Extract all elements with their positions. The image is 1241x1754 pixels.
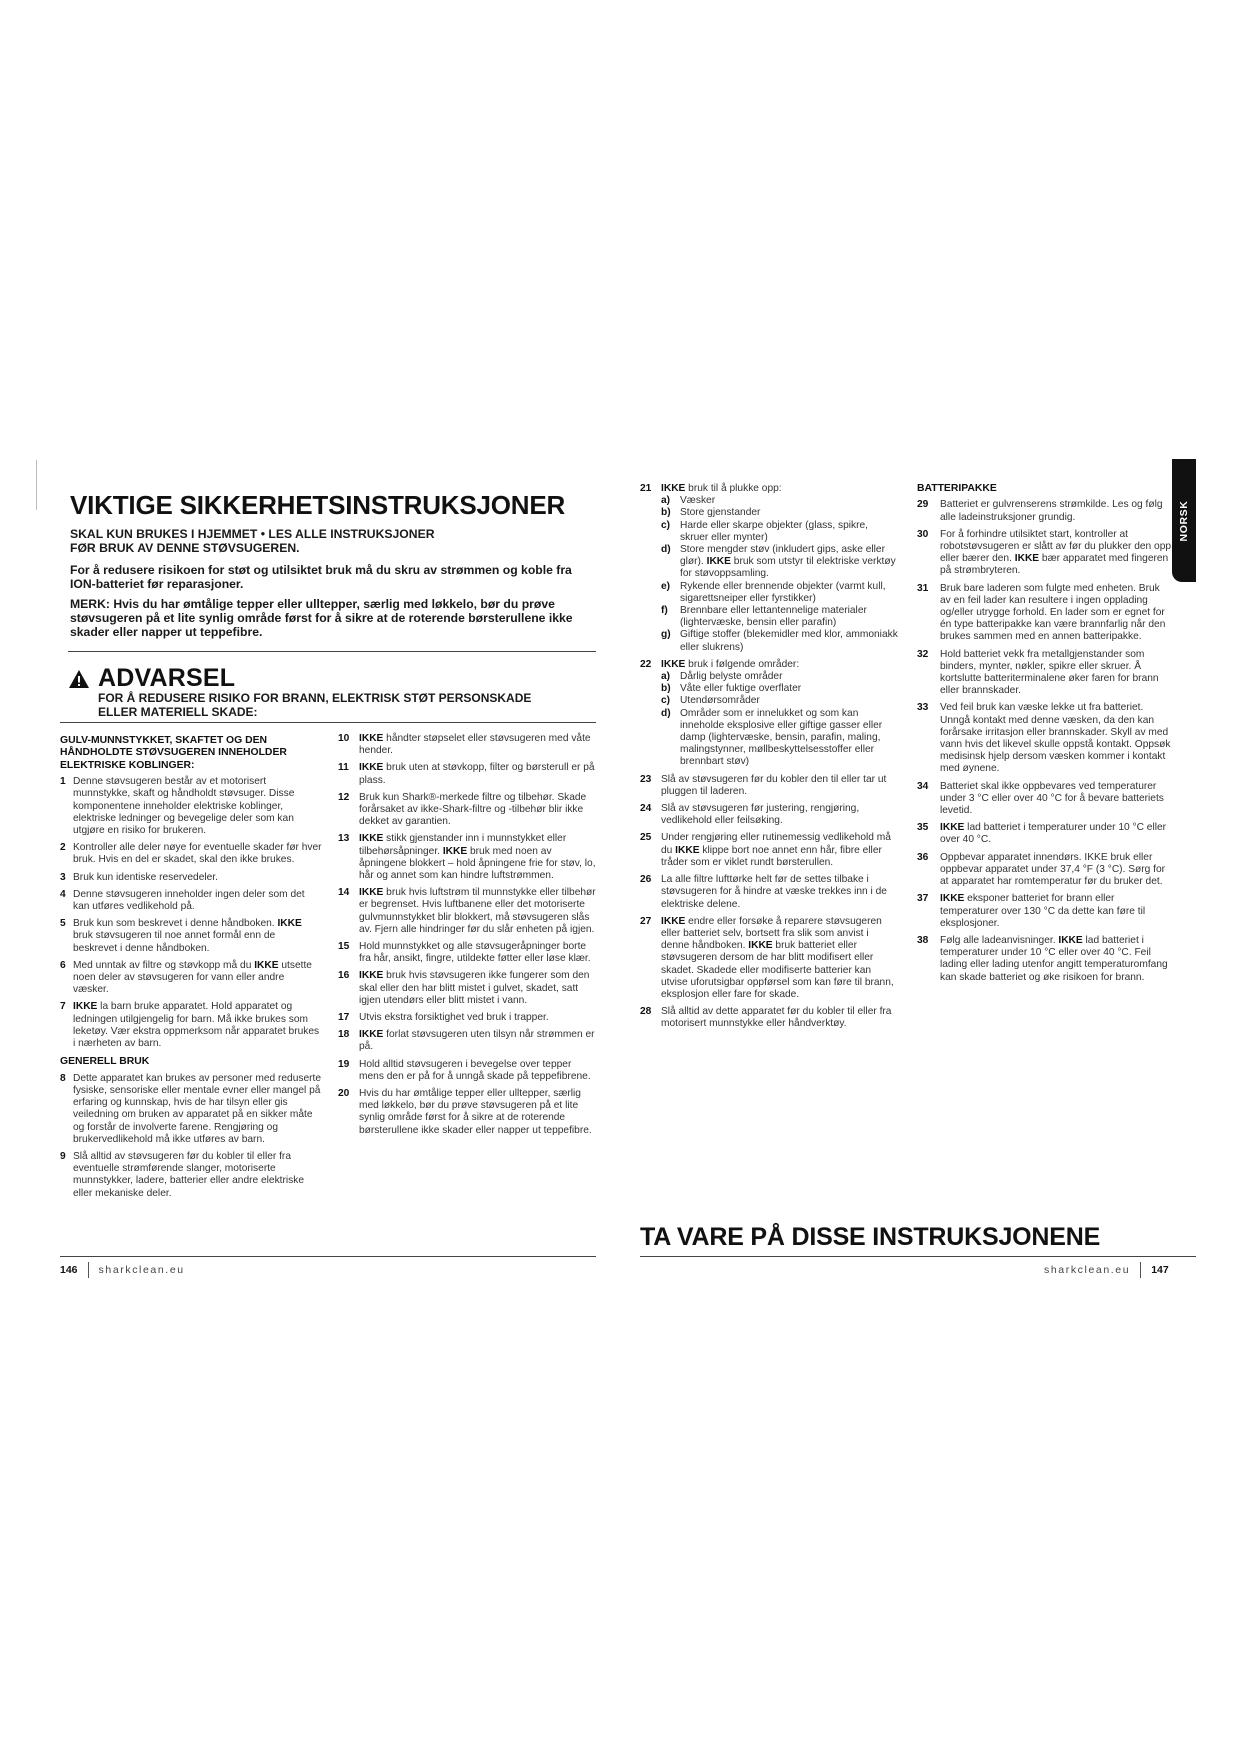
item-number: 18 xyxy=(338,1029,350,1041)
list-item xyxy=(60,842,322,866)
list-item-21 xyxy=(640,483,898,654)
sub-item-text xyxy=(680,708,898,769)
item-number: 37 xyxy=(917,893,929,905)
item-number: 3 xyxy=(60,871,66,883)
warning-triangle-icon xyxy=(68,669,90,689)
item-text: Batteriet er gulvrenserens strømkilde. Les og følg alle ladeinstruksjoner grundig. xyxy=(940,499,1163,523)
item-text: Giftige stoffer (blekemidler med klor, ammoniakk eller slukrens) xyxy=(680,629,898,653)
item-text: Hold munnstykket og alle støvsugeråpninger borte fra hår, ansikt, fingre, utildekte føtter eller løse klær. xyxy=(359,941,591,965)
item-body xyxy=(661,874,898,911)
item-number: 4 xyxy=(60,888,66,900)
list-item xyxy=(60,960,322,997)
list-item xyxy=(60,1001,322,1050)
warning-subtitle-line-2: ELLER MATERIELL SKADE: xyxy=(98,704,258,719)
item-text: forlat støvsugeren uten tilsyn når strømmen er på. xyxy=(359,1029,595,1053)
sub-item xyxy=(661,695,898,707)
item-body xyxy=(359,833,596,882)
item-body xyxy=(661,803,898,827)
item-body xyxy=(940,529,1173,578)
item-text: Ved feil bruk kan væske lekke ut fra batteriet. Unngå kontakt med denne væsken, da den kan forårsake irritasjon eller brannskader. Skyll av med vann hvis det likevel skulle oppstå kontakt. Oppsøk medisinsk hjelp dersom væsken kommer i kontakt med øynene. xyxy=(940,702,1171,775)
list-item xyxy=(338,1012,596,1024)
list-item xyxy=(917,781,1173,818)
list-item xyxy=(60,1151,322,1200)
item-number: 28 xyxy=(640,1006,652,1018)
sub-item xyxy=(661,520,898,544)
item-body xyxy=(359,1059,596,1083)
sub-item-letter: a) xyxy=(661,671,671,683)
list-item-22 xyxy=(640,659,898,769)
sub-item xyxy=(661,507,898,519)
list-item xyxy=(640,1006,898,1030)
item-text: klippe bort noe annet enn hår, fibre eller tråder som er viklet rundt børsterullen. xyxy=(661,844,882,868)
sub-item-letter: a) xyxy=(661,495,671,507)
item-number: 11 xyxy=(338,762,349,774)
sub-item xyxy=(661,629,898,653)
list-item xyxy=(640,483,898,654)
emphasis-text: IKKE xyxy=(748,940,773,952)
item-body xyxy=(73,842,322,866)
item-text: bær apparatet med fingeren på strømbryteren. xyxy=(940,553,1169,577)
list-items-23-28 xyxy=(640,774,898,1031)
list-item xyxy=(60,1073,322,1146)
item-body xyxy=(73,889,322,913)
list-item xyxy=(60,872,322,884)
item-number: 19 xyxy=(338,1058,350,1070)
item-number: 27 xyxy=(640,915,652,927)
sub-item-text xyxy=(680,683,898,695)
list-item xyxy=(338,1088,596,1137)
warning-header xyxy=(68,664,235,693)
item-number: 14 xyxy=(338,887,350,899)
emphasis-text: IKKE xyxy=(359,887,384,899)
emphasis-text: IKKE xyxy=(1058,934,1083,946)
item-text: stikk gjenstander inn i munnstykket eller tilbehørsåpninger. xyxy=(359,833,567,857)
list-item xyxy=(640,832,898,869)
item-text: håndter støpselet eller støvsugeren med våte hender. xyxy=(359,733,591,757)
sub-item-text xyxy=(680,581,898,605)
item-number: 12 xyxy=(338,791,350,803)
item-body xyxy=(359,941,596,965)
list-item xyxy=(917,499,1173,523)
item-body xyxy=(940,822,1173,846)
list-item xyxy=(338,970,596,1007)
item-text: Slå alltid av dette apparatet før du kobler til eller fra motorisert munnstykke eller håndverktøy. xyxy=(661,1006,892,1030)
item-number: 17 xyxy=(338,1012,350,1024)
item-text: bruk til å plukke opp: xyxy=(685,483,782,494)
item-number: 2 xyxy=(60,842,66,854)
item-body xyxy=(359,792,596,829)
sub-item xyxy=(661,671,898,683)
emphasis-text: IKKE xyxy=(940,893,965,905)
power-note: For å redusere risikoen for støt og utilsiktet bruk må du skru av strømmen og koble fra ION-batteriet før reparasjoner. xyxy=(70,563,572,591)
item-text: Kontroller alle deler nøye for eventuelle skader før hver bruk. Hvis en del er skadet, skal den ikke brukes. xyxy=(73,842,322,866)
item-number: 25 xyxy=(640,832,652,844)
emphasis-text: IKKE xyxy=(661,658,686,670)
warning-subtitle xyxy=(98,692,598,719)
footer-left xyxy=(60,1262,185,1278)
list-item xyxy=(640,874,898,911)
emphasis-text: IKKE xyxy=(675,844,700,856)
item-text: eksponer batteriet for brann eller temperaturer over 130 °C da dette kan føre til eksplosjoner. xyxy=(940,893,1146,929)
item-text: la barn bruke apparatet. Hold apparatet og ledningen utilgjengelig for barn. Må ikke brukes som leketøy. Vær ekstra oppmerksom når apparatet brukes i nærheten av barn. xyxy=(73,1001,320,1050)
sub-item-text xyxy=(680,520,898,544)
item-number: 23 xyxy=(640,773,652,785)
item-number: 24 xyxy=(640,803,652,815)
list-item xyxy=(338,792,596,829)
item-text: bruk hvis luftstrøm til munnstykke eller tilbehør er begrenset. Hvis luftbanene eller det motoriserte gulvmunnstykket blir blokkert, må støvsugeren slås av. Fjern alle hindringer før du slår enheten på igjen. xyxy=(359,887,596,935)
item-text: Følg alle ladeanvisninger. xyxy=(940,934,1059,946)
item-text: Slå av støvsugeren før justering, rengjøring, vedlikehold eller feilsøking. xyxy=(661,803,860,827)
item-body xyxy=(940,649,1173,698)
item-body xyxy=(73,1073,322,1146)
footer-rule xyxy=(640,1256,1196,1257)
sub-item xyxy=(661,544,898,581)
item-text: Store mengder støv (inkludert gips, aske eller glør). xyxy=(680,544,885,568)
sub-item-text xyxy=(680,629,898,653)
item-body xyxy=(73,872,322,884)
item-number: 30 xyxy=(917,528,929,540)
list-item xyxy=(917,702,1173,775)
item-body xyxy=(940,499,1173,523)
sub-item-letter: b) xyxy=(661,507,671,519)
emphasis-text: IKKE xyxy=(359,1029,384,1041)
item-text: Slå alltid av støvsugeren før du kobler til eller fra eventuelle strømførende slanger, motoriserte munnstykker, ladere, batterier eller andre elektriske eller mekaniske deler. xyxy=(73,1150,305,1199)
sub-item-letter: b) xyxy=(661,683,671,695)
section-heading-battery: BATTERIPAKKE xyxy=(917,483,997,494)
sub-item xyxy=(661,495,898,507)
list-item xyxy=(917,822,1173,846)
list-item xyxy=(917,583,1173,644)
item-text: Hold alltid støvsugeren i bevegelse over tepper mens den er på for å unngå skade på teppefibrene. xyxy=(359,1058,591,1082)
item-number: 20 xyxy=(338,1088,350,1100)
emphasis-text: IKKE xyxy=(277,918,302,930)
usage-subhead-line-2: FØR BRUK AV DENNE STØVSUGEREN. xyxy=(70,541,300,555)
list-item xyxy=(338,887,596,936)
item-text: Bruk kun Shark®-merkede filtre og tilbehør. Skade forårsaket av ikke-Shark-filtre og -tilbehør blir ikke dekket av garantien. xyxy=(359,791,587,828)
item-number: 15 xyxy=(338,941,350,953)
item-number: 35 xyxy=(917,822,929,834)
item-text: Områder som er innelukket og som kan inneholde eksplosive eller giftige gasser eller damp (lightervæske, bensin, parafin, maling, malingstynner, møllbeskyttelsesstoffer eller brennbart støv) xyxy=(680,707,883,768)
item-text: lad batteriet i temperaturer under 10 °C eller over 40 °C. Feil lading eller lading utenfor angitt temperaturomfang kan skade batteriet og øke risikoen for brann. xyxy=(940,934,1168,983)
sub-item-text xyxy=(680,495,898,507)
list-item xyxy=(60,776,322,837)
item-body xyxy=(359,1088,596,1137)
item-body xyxy=(661,483,898,654)
item-body xyxy=(359,887,596,936)
crop-mark xyxy=(36,460,37,510)
usage-subhead-line-1: SKAL KUN BRUKES I HJEMMET • LES ALLE INSTRUKSJONER xyxy=(70,527,435,541)
emphasis-text: IKKE xyxy=(254,959,279,971)
usage-subhead xyxy=(70,527,590,555)
item-text: bruk uten at støvkopp, filter og børsterull er på plass. xyxy=(359,762,595,786)
sub-item-text xyxy=(680,544,898,581)
item-text: Dette apparatet kan brukes av personer med reduserte fysiske, sensoriske eller mentale evner eller mangel på erfaring og kunnskap, hvis de har tilsyn eller gis veiledning om bruken av apparatet på en sikker måte og forstår de involverte farene. Rengjøring og brukervedlikehold må ikke utføres av barn. xyxy=(73,1072,322,1145)
item-text: Under rengjøring eller rutinemessig vedlikehold må du xyxy=(661,832,891,856)
item-text: Harde eller skarpe objekter (glass, spikre, skruer eller mynter) xyxy=(680,519,868,543)
list-item xyxy=(338,733,596,757)
item-text: For å forhindre utilsiktet start, kontroller at robotstøvsugeren er slått av før du plukker den opp eller bærer den. xyxy=(940,528,1172,565)
sub-item-letter: d) xyxy=(661,544,671,556)
item-number: 29 xyxy=(917,499,929,511)
item-body xyxy=(73,1151,322,1200)
item-body xyxy=(73,1001,322,1050)
item-text: Slå av støvsugeren før du kobler den til eller tar ut pluggen til laderen. xyxy=(661,773,887,797)
emphasis-text: IKKE xyxy=(940,822,965,834)
item-text: Utendørsområder xyxy=(680,695,760,707)
item-number: 36 xyxy=(917,851,929,863)
item-text: Dårlig belyste områder xyxy=(680,671,783,683)
item-number: 38 xyxy=(917,934,929,946)
item-number: 21 xyxy=(640,483,652,494)
item-body xyxy=(940,852,1173,889)
item-text: lad batteriet i temperaturer under 10 °C eller over 40 °C. xyxy=(940,822,1167,846)
page-number: 147 xyxy=(1151,1264,1169,1276)
sub-item-letter: c) xyxy=(661,519,671,531)
item-number: 26 xyxy=(640,874,652,886)
sub-item xyxy=(661,605,898,629)
emphasis-text: IKKE xyxy=(1014,553,1040,565)
item-number: 34 xyxy=(917,780,929,792)
item-number: 16 xyxy=(338,970,350,982)
left-page xyxy=(0,0,620,1754)
item-text: bruk støvsugeren til noe annet formål enn de beskrevet i denne håndboken. xyxy=(73,930,276,954)
item-text: Utvis ekstra forsiktighet ved bruk i trapper. xyxy=(359,1012,549,1024)
item-number: 31 xyxy=(917,582,929,594)
item-text: Denne støvsugeren består av et motorisert munnstykke, skaft og håndholdt støvsuger. Disse komponentene inneholder elektriske koblinger, elektriske ledninger og bevegelige deler som kan utgjøre en risiko for brukeren. xyxy=(73,776,295,837)
item-body xyxy=(359,970,596,1007)
item-body xyxy=(940,583,1173,644)
list-item xyxy=(640,774,898,798)
divider xyxy=(68,651,596,652)
item-text: Hold batteriet vekk fra metallgjenstander som binders, mynter, nøkler, spikre eller skruer. Å kortslutte batteriterminalene øker faren for brann eller brannskader. xyxy=(940,648,1159,697)
list-item xyxy=(917,649,1173,698)
item-body xyxy=(940,935,1173,984)
item-text: Bruk bare laderen som fulgte med enheten. Bruk av en feil lader kan resultere i ingen opplading og/eller utrygge forhold. En lader som er egnet for én type batteripakke kan være brannfarlig når den brukes sammen med en annen batteripakke. xyxy=(940,582,1166,643)
item-body xyxy=(359,762,596,786)
column-c xyxy=(640,483,898,1036)
footer-right xyxy=(1044,1262,1169,1278)
list-item xyxy=(338,762,596,786)
item-text: bruk som utstyr til elektriske verktøy for støvoppsamling. xyxy=(680,556,896,580)
language-tab-label: NORSK xyxy=(1178,500,1190,541)
item-number: 32 xyxy=(917,648,929,660)
emphasis-text: IKKE xyxy=(359,762,384,774)
emphasis-text: IKKE xyxy=(706,556,731,568)
item-text: Rykende eller brennende objekter (varmt kull, sigarettsneiper eller fyrstikker) xyxy=(680,580,886,604)
list-item xyxy=(917,529,1173,578)
item-lead xyxy=(661,659,898,671)
sub-item-text xyxy=(680,605,898,629)
sub-item xyxy=(661,581,898,605)
item-text: bruk med noen av åpningene blokkert – hold åpningene frie for støv, lo, hår og annet som kan hindre luftstrømmen. xyxy=(359,845,596,882)
item-body xyxy=(661,916,898,1001)
item-text: Denne støvsugeren inneholder ingen deler som det kan utføres vedlikehold på. xyxy=(73,888,305,913)
sub-item-text xyxy=(680,507,898,519)
item-text: Hvis du har ømtålige tepper eller ulltepper, særlig med løkkelo, bør du prøve støvsugeren på et lite synlig område først for å sikre at de roterende børsterullene ikke skader eller napper ut teppefibre. xyxy=(359,1088,592,1136)
item-body xyxy=(661,659,898,769)
item-text: Med unntak av filtre og støvkopp må du xyxy=(73,959,255,971)
item-text: La alle filtre lufttørke helt før de settes tilbake i støvsugeren for å hindre at væske trekkes inn i de elektriske delene. xyxy=(661,874,887,910)
column-d xyxy=(917,483,1173,989)
divider xyxy=(60,722,596,723)
item-number: 8 xyxy=(60,1072,66,1084)
list-item xyxy=(917,935,1173,984)
item-body xyxy=(359,1012,596,1024)
list-item xyxy=(60,918,322,955)
item-text: Bruk kun identiske reservedeler. xyxy=(73,871,218,883)
sub-item-letter: d) xyxy=(661,707,671,719)
sub-item-text xyxy=(680,671,898,683)
list-item xyxy=(917,893,1173,930)
list-items-10-20 xyxy=(338,733,596,1137)
site-url: sharkclean.eu xyxy=(1044,1264,1131,1276)
item-body xyxy=(661,832,898,869)
sub-item-letter: f) xyxy=(661,605,668,617)
item-body xyxy=(940,781,1173,818)
sub-item xyxy=(661,683,898,695)
list-item xyxy=(640,916,898,1001)
item-number: 1 xyxy=(60,776,66,788)
list-items-8-9 xyxy=(60,1073,322,1200)
emphasis-text: IKKE xyxy=(359,970,384,982)
item-lead xyxy=(661,483,898,495)
list-item xyxy=(640,803,898,827)
item-number: 9 xyxy=(60,1150,66,1162)
sub-item-letter: e) xyxy=(661,580,671,592)
item-number: 5 xyxy=(60,918,66,930)
list-item xyxy=(917,852,1173,889)
sub-item-letter: c) xyxy=(661,695,671,707)
list-item xyxy=(338,1029,596,1053)
footer-rule xyxy=(60,1256,596,1257)
item-number: 6 xyxy=(60,959,66,971)
rug-note: MERK: Hvis du har ømtålige tepper eller ulltepper, særlig med løkkelo, bør du prøve støvsugeren på et lite synlig område først for å sikre at de roterende børsterullene ikke skader eller napper ut teppefibre. xyxy=(70,597,573,639)
item-body xyxy=(661,774,898,798)
item-number: 22 xyxy=(640,658,652,670)
warning-title: ADVARSEL xyxy=(98,664,236,692)
item-number: 33 xyxy=(917,702,929,714)
page-number: 146 xyxy=(60,1264,78,1276)
item-text: Brennbare eller lettantennelige materialer (lightervæske, bensin eller parafin) xyxy=(680,605,867,629)
item-body xyxy=(359,733,596,757)
item-text: Våte eller fuktige overflater xyxy=(680,683,802,695)
emphasis-text: IKKE xyxy=(359,733,384,744)
item-text: Oppbevar apparatet innendørs. IKKE bruk eller oppbevar apparatet under 37,4 °F (3 °C). Sørg for at apparatet har romtemperatur før du bruker det. xyxy=(940,851,1166,888)
section-heading-nozzle: GULV-MUNNSTYKKET, SKAFTET OG DEN HÅNDHOLDTE STØVSUGEREN INNEHOLDER ELEKTRISKE KOBLINGER: xyxy=(60,735,287,771)
language-tab xyxy=(1172,459,1196,582)
list-item xyxy=(640,659,898,769)
item-body xyxy=(661,1006,898,1030)
list-items-29-38 xyxy=(917,499,1173,983)
main-title: VIKTIGE SIKKERHETSINSTRUKSJONER xyxy=(70,490,566,520)
sub-item xyxy=(661,708,898,769)
emphasis-text: IKKE xyxy=(73,1001,98,1013)
emphasis-text: IKKE xyxy=(661,483,686,494)
emphasis-text: IKKE xyxy=(442,845,468,857)
item-text: bruk batteriet eller støvsugeren dersom de har blitt modifisert eller skadet. Skadede eller modifiserte batterier kan utvise uforutsigbar oppførsel som kan føre til brann, eksplosjon eller fare for skade. xyxy=(661,940,894,1000)
item-text: Batteriet skal ikke oppbevares ved temperaturer under 3 °C eller over 40 °C for å bevare batteriets levetid. xyxy=(940,780,1164,817)
site-url: sharkclean.eu xyxy=(98,1264,185,1276)
list-item xyxy=(338,1059,596,1083)
footer-separator xyxy=(88,1262,89,1278)
column-b xyxy=(338,733,596,1142)
item-body xyxy=(359,1029,596,1053)
item-body xyxy=(940,893,1173,930)
list-items-1-7 xyxy=(60,776,322,1050)
item-text: Væsker xyxy=(680,495,716,507)
list-item xyxy=(60,889,322,913)
item-number: 13 xyxy=(338,833,350,845)
item-text: Store gjenstander xyxy=(680,507,761,519)
closing-title: TA VARE PÅ DISSE INSTRUKSJONENE xyxy=(640,1223,1101,1251)
list-item xyxy=(338,941,596,965)
item-body xyxy=(73,918,322,955)
column-a xyxy=(60,735,322,1205)
item-text: bruk hvis støvsugeren ikke fungerer som den skal eller den har blitt mistet i gulvet, skadet, satt igjen utendørs eller blitt mistet i vann. xyxy=(359,970,590,1006)
item-number: 7 xyxy=(60,1001,66,1013)
item-body xyxy=(73,776,322,837)
warning-subtitle-line-1: FOR Å REDUSERE RISIKO FOR BRANN, ELEKTRISK STØT PERSONSKADE xyxy=(98,691,532,705)
item-text: Bruk kun som beskrevet i denne håndboken. xyxy=(73,918,278,930)
item-body xyxy=(940,702,1173,775)
emphasis-text: IKKE xyxy=(359,833,384,845)
item-text: endre eller forsøke å reparere støvsugeren eller batteriet selv, bortsett fra slik som anvist i denne håndboken. xyxy=(661,915,882,952)
item-body xyxy=(73,960,322,997)
list-item xyxy=(338,833,596,882)
emphasis-text: IKKE xyxy=(661,915,686,927)
sub-item-text xyxy=(680,695,898,707)
sub-item-letter: g) xyxy=(661,629,671,641)
footer-separator xyxy=(1140,1262,1141,1278)
item-text: bruk i følgende områder: xyxy=(685,658,800,670)
section-heading-general: GENERELL BRUK xyxy=(60,1056,150,1068)
item-number: 10 xyxy=(338,733,350,744)
item-text: utsette noen deler av støvsugeren for vann eller andre væsker. xyxy=(73,959,312,996)
